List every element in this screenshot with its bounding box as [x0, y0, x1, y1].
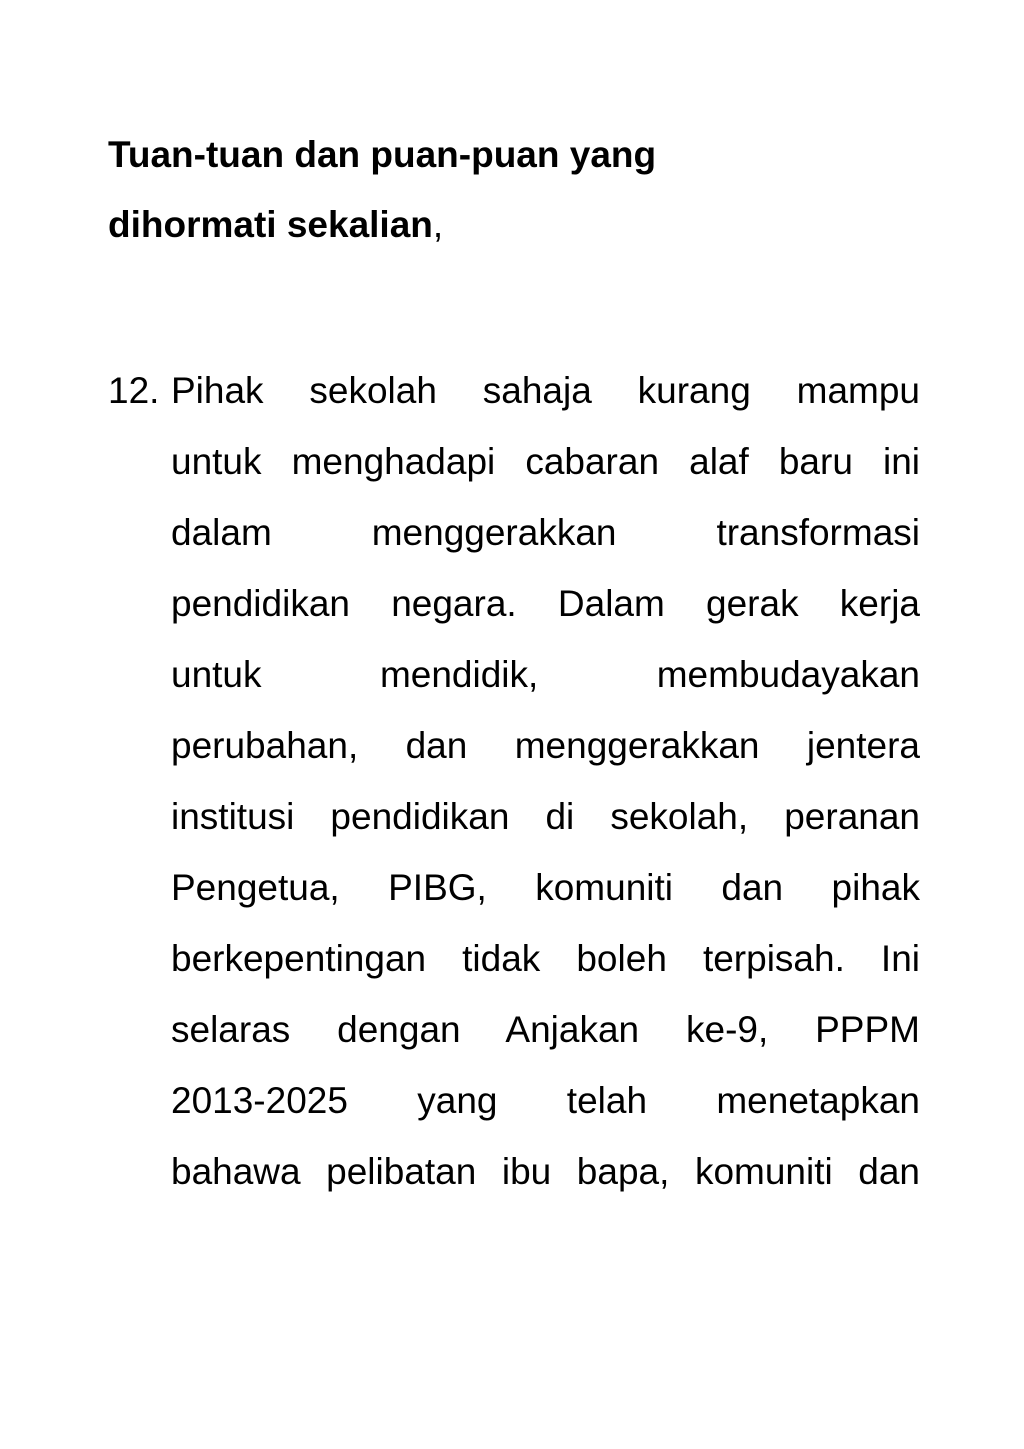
paragraph-line: untuk menghadapi cabaran alaf baru ini: [171, 441, 920, 482]
paragraph-line: Pihak sekolah sahaja kurang mampu: [171, 370, 920, 411]
paragraph-number: 12.: [108, 370, 160, 411]
salutation-line-2: dihormati sekalian,: [108, 204, 444, 245]
paragraph-line: berkepentingan tidak boleh terpisah. Ini: [171, 938, 920, 979]
paragraph-line: dalam menggerakkan transformasi: [171, 512, 920, 553]
paragraph-body: [171, 355, 920, 1207]
paragraph-line: untuk mendidik, membudayakan: [171, 654, 920, 695]
paragraph-line: perubahan, dan menggerakkan jentera: [171, 725, 920, 766]
salutation-line-1: Tuan-tuan dan puan-puan yang: [108, 134, 657, 175]
paragraph-line: bahawa pelibatan ibu bapa, komuniti dan: [171, 1151, 920, 1192]
paragraph-line: 2013-2025 yang telah menetapkan: [171, 1080, 920, 1121]
paragraph-line: pendidikan negara. Dalam gerak kerja: [171, 583, 920, 624]
paragraph-line: Pengetua, PIBG, komuniti dan pihak: [171, 867, 920, 908]
salutation: [108, 120, 928, 260]
paragraph-line: selaras dengan Anjakan ke-9, PPPM: [171, 1009, 920, 1050]
paragraph-line: institusi pendidikan di sekolah, peranan: [171, 796, 920, 837]
